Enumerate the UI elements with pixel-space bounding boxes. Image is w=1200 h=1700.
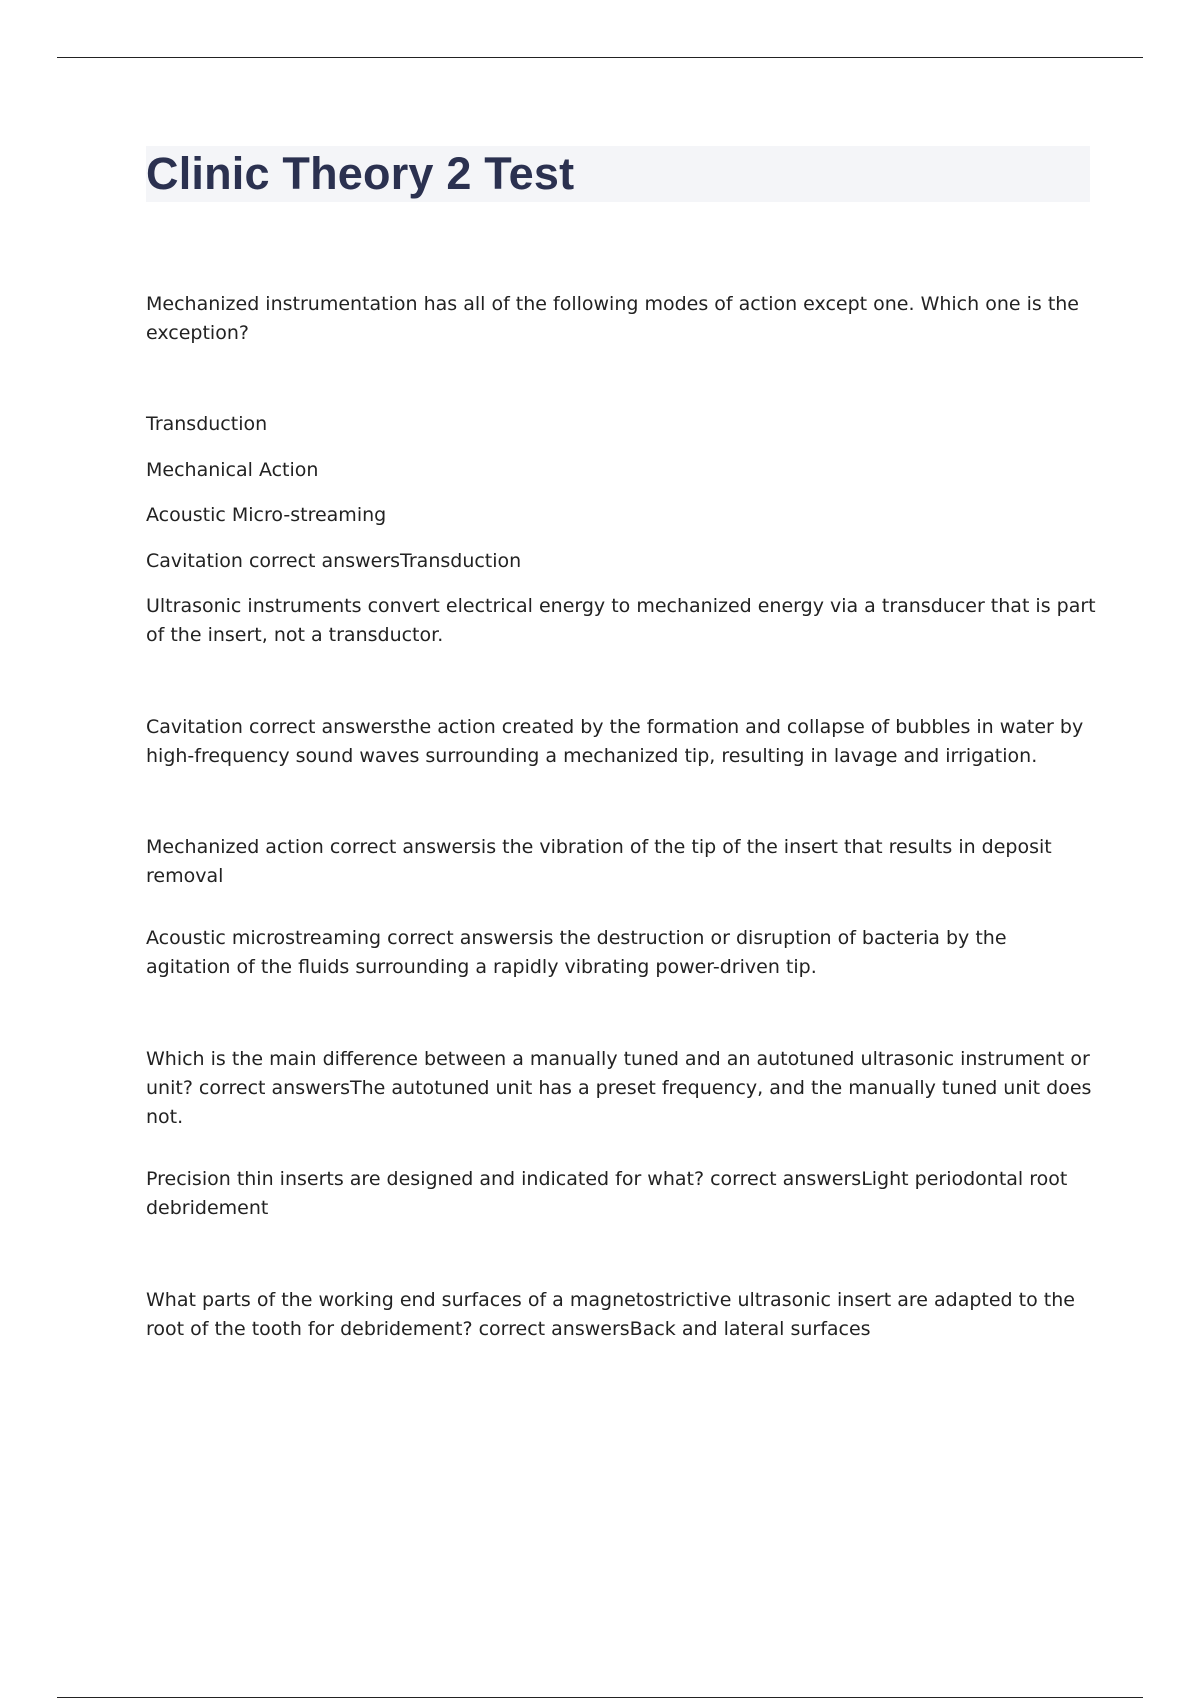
qa-item: Which is the main difference between a manually tuned and an autotuned ultrasonic instrument or unit? correct answersThe autotuned unit has a preset frequency, and the manually tuned unit does not.	[146, 1048, 1092, 1128]
explanation-text: Ultrasonic instruments convert electrical energy to mechanized energy via a transducer that is part of the insert, not a transductor.	[146, 595, 1096, 646]
top-rule	[57, 57, 1143, 58]
option-item: Acoustic Micro-streaming	[146, 504, 387, 526]
question-text: Mechanized instrumentation has all of the following modes of action except one. Which one is the exception?	[146, 293, 1079, 344]
page-title: Clinic Theory 2 Test	[146, 148, 575, 199]
qa-item: Mechanized action correct answersis the vibration of the tip of the insert that results in deposit removal	[146, 836, 1052, 887]
qa-item: Acoustic microstreaming correct answersis the destruction or disruption of bacteria by the agitation of the fluids surrounding a rapidly vibrating power-driven tip.	[146, 927, 1007, 978]
option-item: Cavitation correct answersTransduction	[146, 550, 522, 572]
option-item: Mechanical Action	[146, 459, 319, 481]
qa-item: Cavitation correct answersthe action created by the formation and collapse of bubbles in water by high-frequency sound waves surrounding a mechanized tip, resulting in lavage and irrigation.	[146, 716, 1084, 767]
option-item: Transduction	[146, 413, 268, 435]
qa-item: What parts of the working end surfaces of a magnetostrictive ultrasonic insert are adapted to the root of the tooth for debridement? correct answersBack and lateral surfaces	[146, 1289, 1075, 1340]
bottom-rule	[57, 1697, 1143, 1698]
qa-item: Precision thin inserts are designed and indicated for what? correct answersLight periodontal root debridement	[146, 1168, 1068, 1219]
